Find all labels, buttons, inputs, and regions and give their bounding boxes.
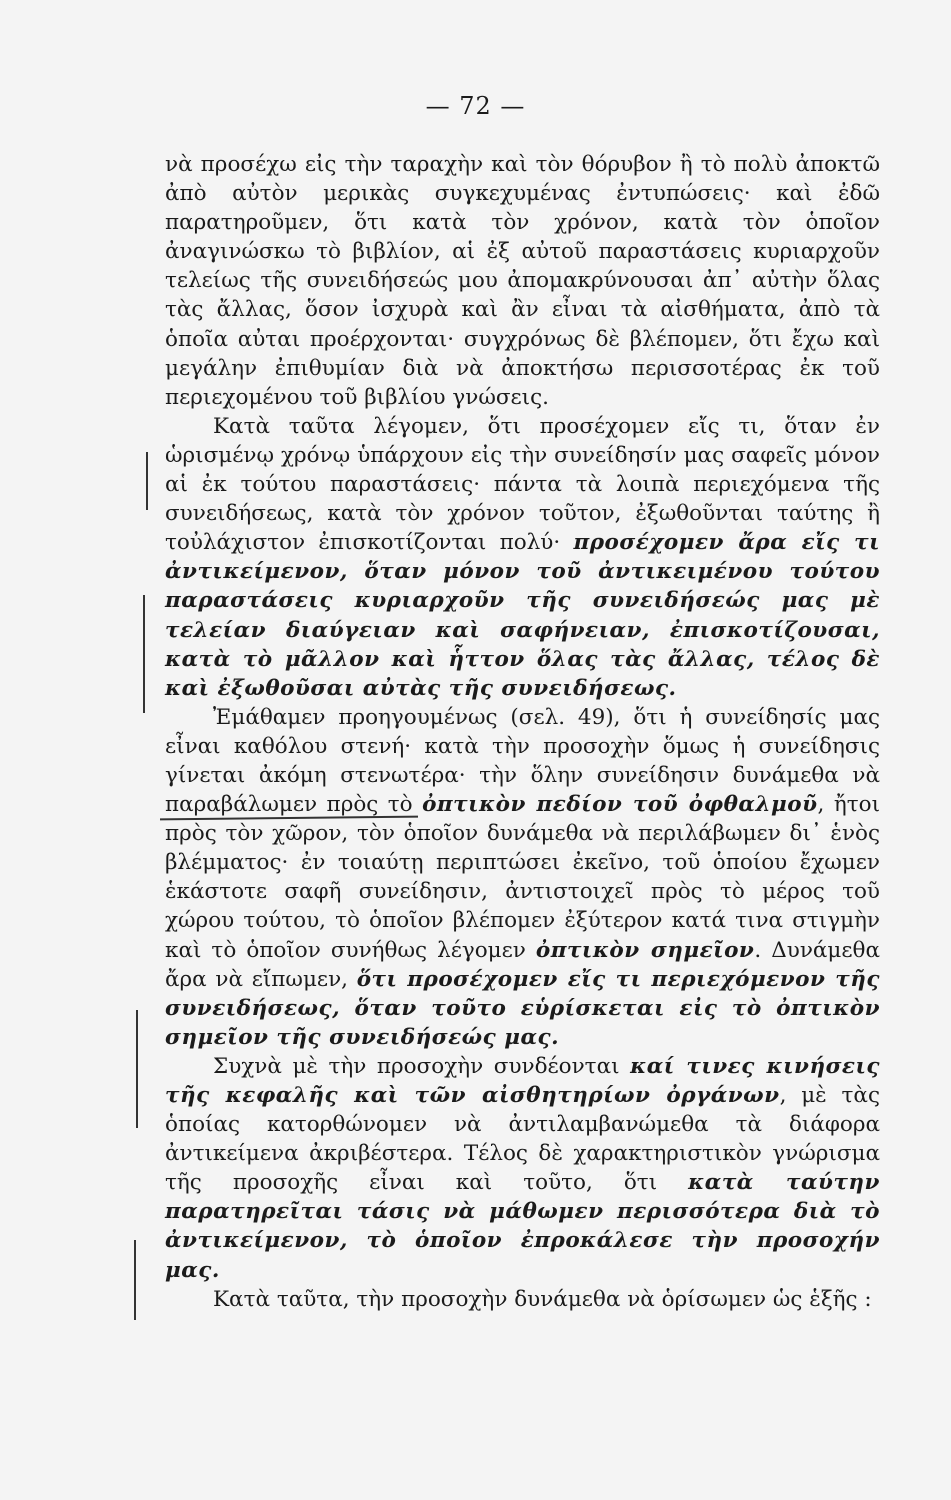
paragraph-3-emphasis-a: ὀπτικὸν πεδίον τοῦ ὀφθαλμοῦ	[422, 792, 818, 818]
margin-mark	[134, 1240, 136, 1320]
page-number: — 72 —	[425, 92, 526, 120]
paragraph-1: νὰ προσέχω εἰς τὴν ταραχὴν καὶ τὸν θόρυβον ἢ τὸ πολὺ ἀποκτῶ ἀπὸ αὐτὸν μερικὰς συγκεχυμένας ἐντυπώσεις· καὶ ἐδῶ παρατηροῦμεν, ὅτι κατὰ τὸν χρόνον, κατὰ τὸν ὁποῖον ἀναγινώσκω τὸ βιβλίον, αἱ ἐξ αὐτοῦ παραστάσεις κυριαρχοῦν τελείως τῆς συνειδήσεώς μου ἀπομακρύνουσαι ἀπ᾽ αὐτὴν ὅλας τὰς ἄλλας, ὅσον ἰσχυρὰ καὶ ἂν εἶναι τὰ αἰσθήματα, ἀπὸ τὰ ὁποῖα αὐται προέρχονται· συγχρόνως δὲ βλέπομεν, ὅτι ἔχω καὶ μεγάλην ἐπιθυμίαν διὰ νὰ ἀποκτήσω περισσοτέρας ἐκ τοῦ περιεχομένου τοῦ βιβλίου γνώσεις.	[165, 152, 880, 410]
paragraph-4-emphasis-b: κατὰ ταύτην παρατηρεῖται τάσις νὰ μάθωμεν περισσότερα διὰ τὸ ἀντικείμενον, τὸ ὁποῖον ἐπροκάλεσε τὴν προσοχήν μας.	[165, 1170, 880, 1283]
margin-mark	[136, 1010, 138, 1128]
paragraph-3-text-b: , ἤτοι πρὸς τὸν χῶρον, τὸν ὁποῖον δυνάμεθα νὰ περιλάβωμεν δι᾽ ἑνὸς βλέμματος· ἐν τοιαύτῃ περιπτώσει ἐκεῖνο, τοῦ ὁποίου ἔχωμεν ἑκάστοτε σαφῆ συνείδησιν, ἀντιστοιχεῖ πρὸς τὸ μέρος τοῦ χώρου τούτου, τὸ ὁποῖον βλέπομεν ἐξύτερον κατά τινα στιγμὴν καὶ τὸ ὁποῖον συνήθως λέγομεν	[165, 792, 880, 963]
paragraph-4-text-a: Συχνὰ μὲ τὴν προσοχὴν συνδέονται	[213, 1053, 620, 1079]
paragraph-3-text-c: . Δυνάμεθα ἄρα νὰ εἴπωμεν,	[165, 937, 880, 992]
paragraph-2	[165, 412, 880, 703]
margin-mark	[143, 595, 145, 713]
paragraph-4-emphasis-a: καί τινες κινήσεις τῆς κεφαλῆς καὶ τῶν αἰσθητηρίων ὀργάνων	[165, 1053, 880, 1108]
paragraph-3-emphasis-b: ὀπτικὸν σημεῖον	[535, 937, 755, 963]
body-text	[165, 150, 880, 1314]
paragraph-3-text-a: Ἐμάθαμεν προηγουμένως (σελ. 49), ὅτι ἡ συνείδησίς μας εἶναι καθόλου στενή· κατὰ τὴν προσοχὴν ὅμως ἡ συνείδησις γίνεται ἀκόμη στενωτέρα· τὴν ὅλην συνείδησιν δυνάμεθα νὰ παραβάλωμεν πρὸς τὸ	[165, 704, 880, 818]
paragraph-4-text-b: , μὲ τὰς ὁποίας κατορθώνομεν νὰ ἀντιλαμβανώμεθα τὰ διάφορα ἀντικείμενα ἀκριβέστερα. Τέλος δὲ χαρακτηριστικὸν γνώρισμα τῆς προσοχῆς εἶναι καὶ τοῦτο, ὅτι	[165, 1083, 880, 1196]
paragraph-3	[165, 703, 880, 1052]
paragraph-5: Κατὰ ταῦτα, τὴν προσοχὴν δυνάμεθα νὰ ὁρίσωμεν ὡς ἑξῆς :	[213, 1286, 872, 1312]
paragraph-2-emphasis: προσέχομεν ἄρα εἴς τι ἀντικείμενον, ὅταν μόνον τοῦ ἀντικειμένου τούτου παραστάσεις κυριαρχοῦν τῆς συνειδήσεώς μας μὲ τελείαν διαύγειαν καὶ σαφήνειαν, ἐπισκοτίζουσαι, κατὰ τὸ μᾶλλον καὶ ἧττον ὅλας τὰς ἄλλας, τέλος δὲ καὶ ἐξωθοῦσαι αὐτὰς τῆς συνειδήσεως.	[165, 530, 880, 701]
paragraph-4	[165, 1052, 880, 1285]
paragraph-3-emphasis-c: ὅτι προσέχομεν εἴς τι περιεχόμενον τῆς συνειδήσεως, ὅταν τοῦτο εὑρίσκεται εἰς τὸ ὀπτικὸν σημεῖον τῆς συνειδήσεώς μας.	[165, 966, 880, 1050]
margin-mark	[146, 452, 148, 510]
paragraph-2-text: Κατὰ ταῦτα λέγομεν, ὅτι προσέχομεν εἴς τι, ὅταν ἐν ὡρισμένῳ χρόνῳ ὑπάρχουν εἰς τὴν συνείδησίν μας σαφεῖς μόνον αἱ ἐκ τούτου παραστάσεις· πάντα τὰ λοιπὰ περιεχόμενα τῆς συνειδήσεως, κατὰ τὸν χρόνον τοῦτον, ἐξωθοῦνται ταύτης ἢ τοὐλάχιστον ἐπισκοτίζονται πολύ·	[165, 413, 880, 556]
